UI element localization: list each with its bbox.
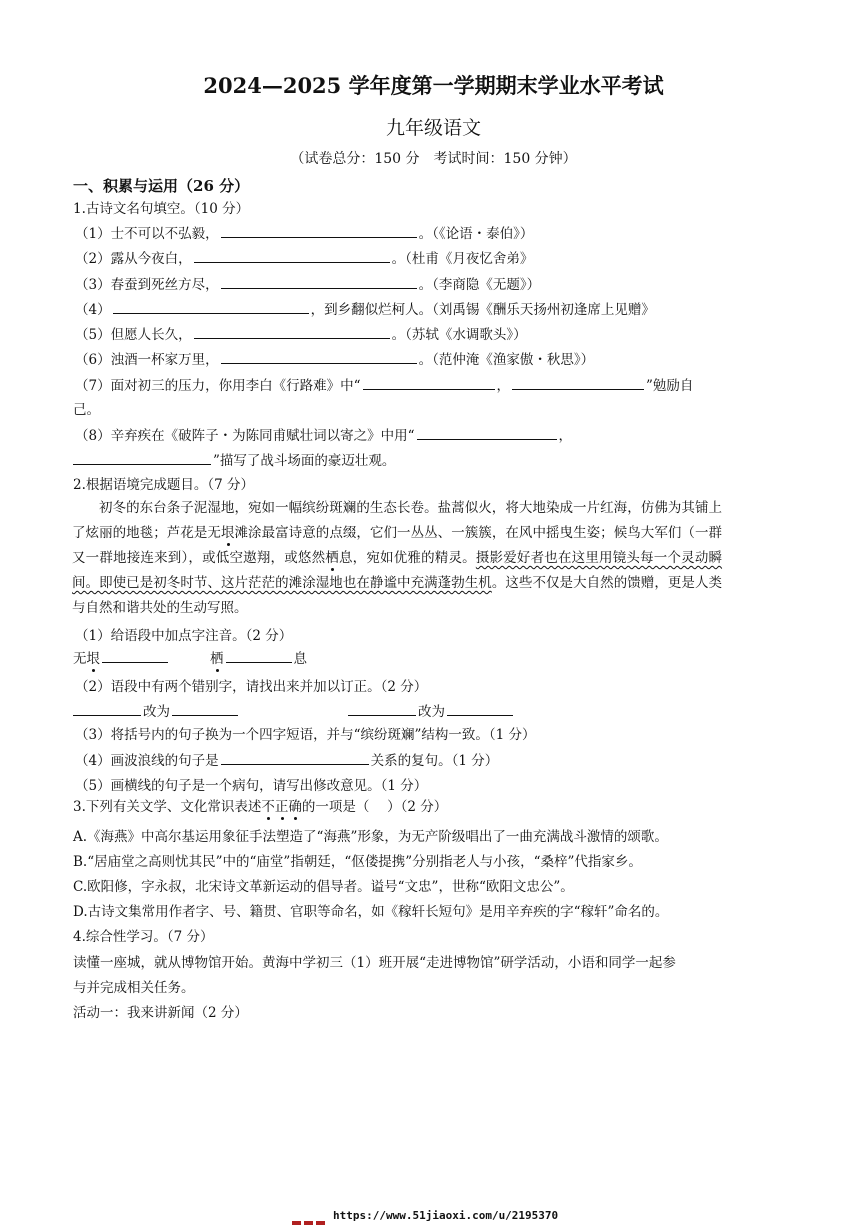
answer-blank[interactable] <box>512 375 644 390</box>
q1-item-7-cont: 己。 <box>73 402 100 418</box>
answer-blank[interactable] <box>363 375 495 390</box>
answer-blank[interactable] <box>113 299 309 314</box>
q1-item-8-pre: （8）辛弃疾在《破阵子・为陈同甫赋壮词以寄之》中用“ <box>75 428 415 444</box>
q3-option-d[interactable]: D.古诗文集常用作者字、号、籍贯、官职等命名，如《稼轩长短句》是用辛弃疾的字“稼轩”命名的。 <box>73 904 669 920</box>
wrong-char-blank[interactable] <box>73 701 141 716</box>
answer-blank[interactable] <box>73 450 211 465</box>
q1-item-4-post: ，到乡翻似烂柯人。（刘禹锡《酬乐天扬州初逢席上见赠》 <box>310 302 655 318</box>
correct-char-blank[interactable] <box>172 701 238 716</box>
relation-blank[interactable] <box>221 750 369 765</box>
exam-subtitle: 九年级语文 <box>385 117 481 139</box>
q3-stem <box>73 797 447 817</box>
dotted-char: 栖 <box>325 550 339 566</box>
q3-option-a[interactable]: A.《海燕》中高尔基运用象征手法塑造了“海燕”形象，为无产阶级唱出了一曲充满战斗激情的颂歌。 <box>73 829 668 845</box>
answer-blank[interactable] <box>221 349 417 364</box>
q2-sub-1: （1）给语段中加点字注音。（2 分） <box>75 628 293 644</box>
q1-item-1-pre: （1）士不可以不弘毅， <box>75 226 219 242</box>
q4-activity-1: 活动一：我来讲新闻（2 分） <box>73 1005 248 1021</box>
q1-item-1-post: 。（《论语・泰伯》） <box>418 226 534 242</box>
q1-item-2 <box>75 248 533 269</box>
pinyin-blank[interactable] <box>226 648 292 663</box>
q2-sub-2-answers <box>73 701 515 722</box>
q2-sub-4-post: 关系的复句。（1 分） <box>370 753 499 769</box>
dotted-char: 垠 <box>220 525 235 541</box>
q4-intro-line2: 与并完成相关任务。 <box>73 980 195 996</box>
passage-part: 初冬的东台条子泥湿地，宛如一幅缤纷斑斓的生态长卷。盐蒿似火，将大地染成一片红海，仿佛为其铺上了炫丽的地毯；芦花是无 <box>72 500 722 541</box>
char-label: 息 <box>293 651 307 667</box>
answer-blank[interactable] <box>221 223 417 238</box>
q4-intro-line1: 读懂一座城，就从博物馆开始。黄海中学初三（1）班开展“走进博物馆”研学活动，小语和同学一起参 <box>73 955 676 971</box>
answer-blank[interactable] <box>194 248 390 263</box>
q1-item-2-pre: （2）露从今夜白， <box>75 251 192 267</box>
q1-item-5 <box>75 324 527 345</box>
answer-blank[interactable] <box>221 274 417 289</box>
q2-sub-5: （5）画横线的句子是一个病句，请写出修改意见。（1 分） <box>75 778 428 794</box>
answer-blank[interactable] <box>194 324 390 339</box>
q1-item-3-pre: （3）春蚕到死丝方尽， <box>75 277 219 293</box>
q1-item-5-pre: （5）但愿人长久， <box>75 327 192 343</box>
q2-stem: 2.根据语境完成题目。（7 分） <box>73 477 255 493</box>
q3-option-c[interactable]: C.欧阳修，字永叔，北宋诗文革新运动的倡导者。谥号“文忠”，世称“欧阳文忠公”。 <box>73 879 574 895</box>
dotted-char: 垠 <box>86 651 100 667</box>
q1-item-6-pre: （6）浊酒一杯家万里， <box>75 352 219 368</box>
dotted-char: 不 <box>261 799 275 815</box>
correct-char-blank[interactable] <box>447 701 513 716</box>
q1-item-3 <box>75 274 540 295</box>
q1-item-4 <box>75 299 655 320</box>
q2-sub-3: （3）将括号内的句子换为一个四字短语，并与“缤纷斑斓”结构一致。（1 分） <box>75 727 536 743</box>
q3-stem-pre: 3.下列有关文学、文化常识表述 <box>73 799 262 815</box>
q2-sub-1-answers <box>73 648 307 669</box>
wrong-char-blank[interactable] <box>348 701 416 716</box>
q1-item-4-pre: （4） <box>75 302 111 318</box>
q1-item-6-post: 。（范仲淹《渔家傲・秋思》） <box>418 352 595 368</box>
passage-part: 息，宛如优雅的精灵。 <box>338 550 476 566</box>
q2-passage <box>72 496 722 621</box>
change-label: 改为 <box>418 704 445 720</box>
q1-item-1 <box>75 223 533 244</box>
q3-stem-post: 的一项是（ ）（2 分） <box>301 799 448 815</box>
dotted-char: 确 <box>288 799 302 815</box>
dotted-char: 正 <box>274 799 289 815</box>
change-label: 改为 <box>143 704 170 720</box>
q1-item-3-post: 。（李商隐《无题》） <box>418 277 541 293</box>
q3-option-b[interactable]: B.“居庙堂之高则忧其民”中的“庙堂”指朝廷，“伛偻提携”分别指老人与小孩，“桑梓”代指家乡。 <box>73 854 642 870</box>
dotted-char: 栖 <box>210 651 224 667</box>
q1-item-7 <box>75 375 693 396</box>
exam-title: 2024—2025 学年度第一学期期末学业水平考试 <box>203 73 664 98</box>
passage-part: 滩涂最富诗意的点缀，它们一丛丛、一簇簇，在风中摇曳生姿；候鸟大军们（一群又一群地接连来到），或低空遨翔，或悠然 <box>72 525 723 566</box>
q4-stem: 4.综合性学习。（7 分） <box>73 929 214 945</box>
footer-url[interactable]: https://www.51jiaoxi.com/u/2195370 <box>333 1209 559 1222</box>
q2-sub-2: （2）语段中有两个错别字，请找出来并加以订正。（2 分） <box>75 679 428 695</box>
q1-item-7-post: ”勉励自 <box>646 378 694 394</box>
passage-part: 。这些不仅是大自然的馈赠，更是人类与自然和谐共处的生动写照。 <box>72 575 723 616</box>
q1-stem: 1.古诗文名句填空。（10 分） <box>73 201 250 217</box>
q1-item-8-post: ， <box>558 428 572 444</box>
answer-blank[interactable] <box>417 425 557 440</box>
q1-item-8 <box>75 425 572 446</box>
q1-item-8-cont-text: ”描写了战斗场面的豪迈壮观。 <box>213 453 396 469</box>
q1-item-2-post: 。（杜甫《月夜忆舍弟》 <box>391 251 534 267</box>
q2-sub-4-pre: （4）画波浪线的句子是 <box>75 753 219 769</box>
q2-sub-4 <box>75 750 498 771</box>
q1-item-7-mid: ， <box>496 378 510 394</box>
char-label: 无 <box>73 651 87 667</box>
section-heading: 一、积累与运用（26 分） <box>73 177 250 195</box>
pinyin-blank[interactable] <box>102 648 168 663</box>
exam-meta: （试卷总分：150 分 考试时间：150 分钟） <box>290 151 577 167</box>
q1-item-5-post: 。（苏轼《水调歌头》） <box>391 327 527 343</box>
q1-item-8-cont <box>73 450 395 471</box>
q1-item-7-pre: （7）面对初三的压力，你用李白《行路难》中“ <box>75 378 361 394</box>
footer-logo-icon <box>292 1212 328 1231</box>
wavy-underlined-sentence: 摄影爱好者也在这里用镜头每一个灵动瞬间。即使已是初冬时节、这片茫茫的滩涂湿地也在静谧中充满蓬勃生机 <box>72 550 723 591</box>
q1-item-6 <box>75 349 594 370</box>
